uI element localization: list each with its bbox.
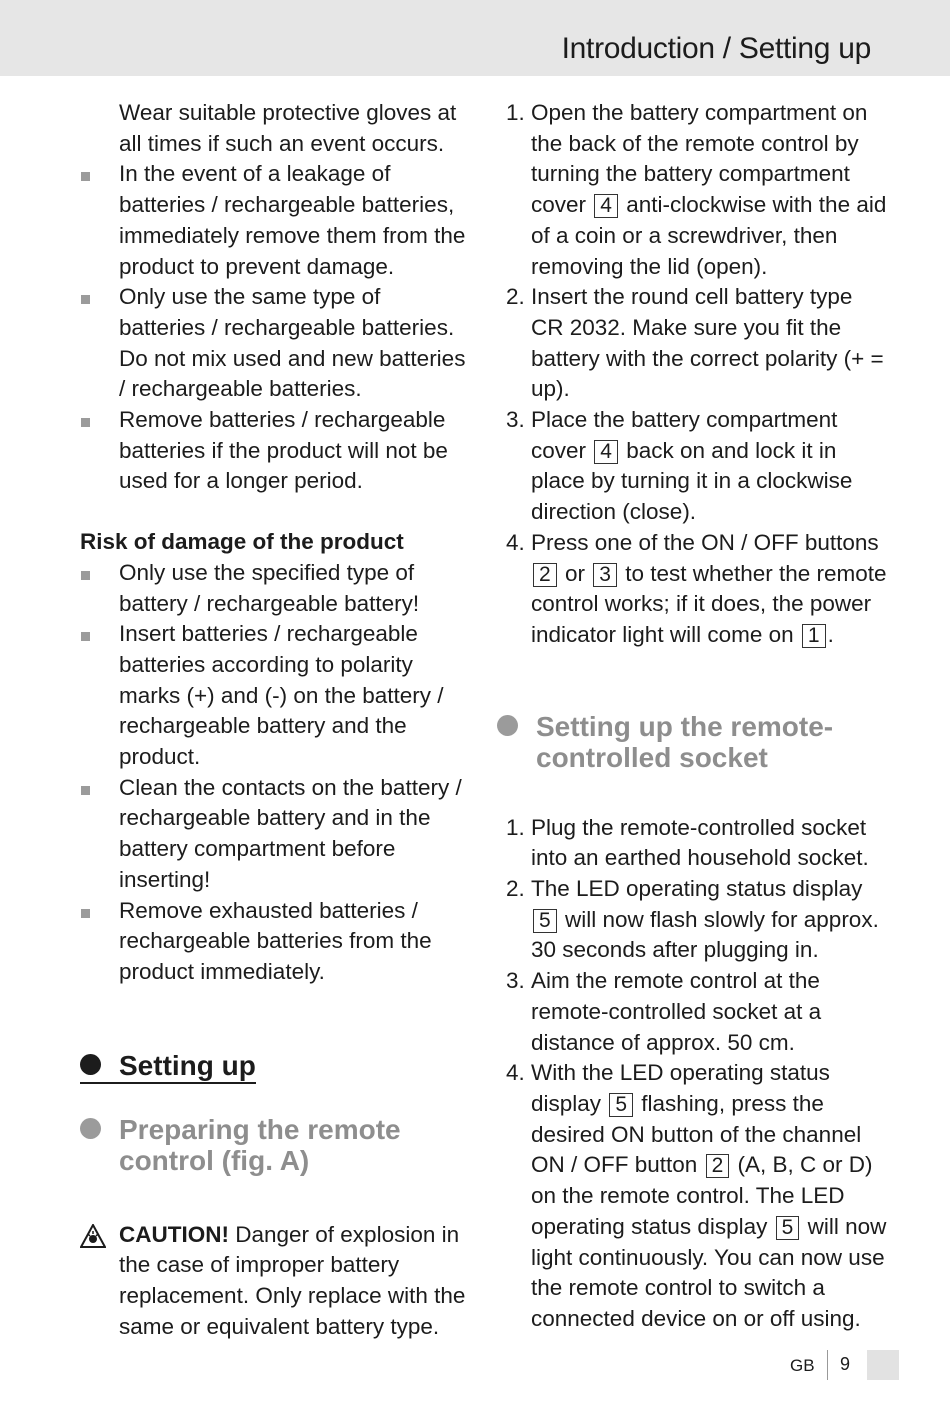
list-item: Clean the contacts on the battery / rechargeable battery and in the battery compartment before inserting! — [80, 773, 470, 896]
list-item: Only use the same type of batteries / rechargeable batteries. Do not mix used and new batteries / rechargeable batteries. — [80, 282, 470, 405]
list-item: Insert batteries / rechargeable batteries according to polarity marks (+) and (-) on the battery / rechargeable battery and the product. — [80, 619, 470, 773]
list-item: 1. Plug the remote-controlled socket into an earthed household socket. — [506, 814, 869, 871]
list-item: 1. Open the battery compartment on the back of the remote control by turning the battery compartment cover 4 anti-clockwise with the aid of a coin or a screwdriver, then removing the lid (open). — [506, 100, 887, 279]
caution-word: CAUTION! — [119, 1221, 229, 1247]
right-column — [497, 98, 887, 1335]
square-bullet-icon — [81, 172, 90, 181]
square-bullet-icon — [81, 909, 90, 918]
list-item: 2. The LED operating status display 5 will now flash slowly for approx. 30 seconds after plugging in. — [506, 876, 879, 963]
page-number: 9 — [840, 1354, 851, 1374]
ref-number: 2 — [533, 563, 557, 587]
square-bullet-icon — [81, 786, 90, 795]
bullet-dot-icon — [80, 1118, 101, 1139]
square-bullet-icon — [81, 571, 90, 580]
page-footer — [0, 1350, 950, 1382]
list-item: 2. Insert the round cell battery type CR 2032. Make sure you fit the battery with the correct polarity (+ = up). — [506, 284, 884, 402]
risk-heading: Risk of damage of the product — [80, 529, 404, 555]
list-item: Remove batteries / rechargeable batteries if the product will not be used for a longer period. — [80, 405, 470, 497]
footer-divider — [827, 1350, 828, 1380]
list-item: Only use the specified type of battery / rechargeable battery! — [80, 558, 470, 619]
ref-number: 1 — [802, 624, 826, 648]
continued-text: Wear suitable protective gloves at all times if such an event occurs. — [119, 100, 457, 156]
list-item: 3. Place the battery compartment cover 4 back on and lock it in place by turning it in a clockwise direction (close). — [506, 407, 853, 525]
left-column — [80, 98, 470, 1343]
square-bullet-icon — [81, 295, 90, 304]
bullet-dot-icon — [80, 1054, 101, 1075]
section-heading-setting-up: Setting up — [80, 1050, 256, 1084]
ref-number: 5 — [609, 1093, 633, 1117]
bullet-dot-icon — [497, 715, 518, 736]
header-title: Introduction / Setting up — [561, 32, 871, 65]
caution-text: Danger of explosion in the case of improper battery replacement. Only replace with the same or equivalent battery type. — [119, 1221, 466, 1339]
page-header — [0, 0, 950, 76]
caution-note — [80, 1220, 470, 1343]
square-bullet-icon — [81, 632, 90, 641]
list-item: In the event of a leakage of batteries / rechargeable batteries, immediately remove them from the product to prevent damage. — [80, 159, 470, 282]
ref-number: 5 — [533, 909, 557, 933]
ref-number: 5 — [776, 1216, 800, 1240]
section-heading-preparing: Preparing the remote control (fig. A) — [80, 1114, 470, 1176]
list-item: Remove exhausted batteries / rechargeable batteries from the product immediately. — [80, 896, 470, 988]
ref-number: 3 — [593, 563, 617, 587]
square-bullet-icon — [81, 418, 90, 427]
list-item: 3. Aim the remote control at the remote-controlled socket at a distance of approx. 50 cm. — [506, 968, 822, 1055]
footer-tab — [867, 1350, 899, 1380]
warning-explosion-icon — [80, 1224, 106, 1248]
ref-number: 4 — [594, 440, 618, 464]
ref-number: 4 — [594, 194, 618, 218]
ref-number: 2 — [706, 1154, 730, 1178]
section-heading-socket: Setting up the remote-controlled socket — [497, 711, 887, 773]
list-item: 4. With the LED operating status display 5 flashing, press the desired ON button of the channel ON / OFF button 2 (A, B, C or D) on the remote control. The LED operating status display 5 will now light continuously. You can now use the remote control to switch a connected device on or off using. — [506, 1060, 887, 1331]
list-item: 4. Press one of the ON / OFF buttons 2 or 3 to test whether the remote control works; if it does, the power indicator light will come on 1 . — [506, 529, 887, 647]
language-code: GB — [790, 1356, 815, 1375]
